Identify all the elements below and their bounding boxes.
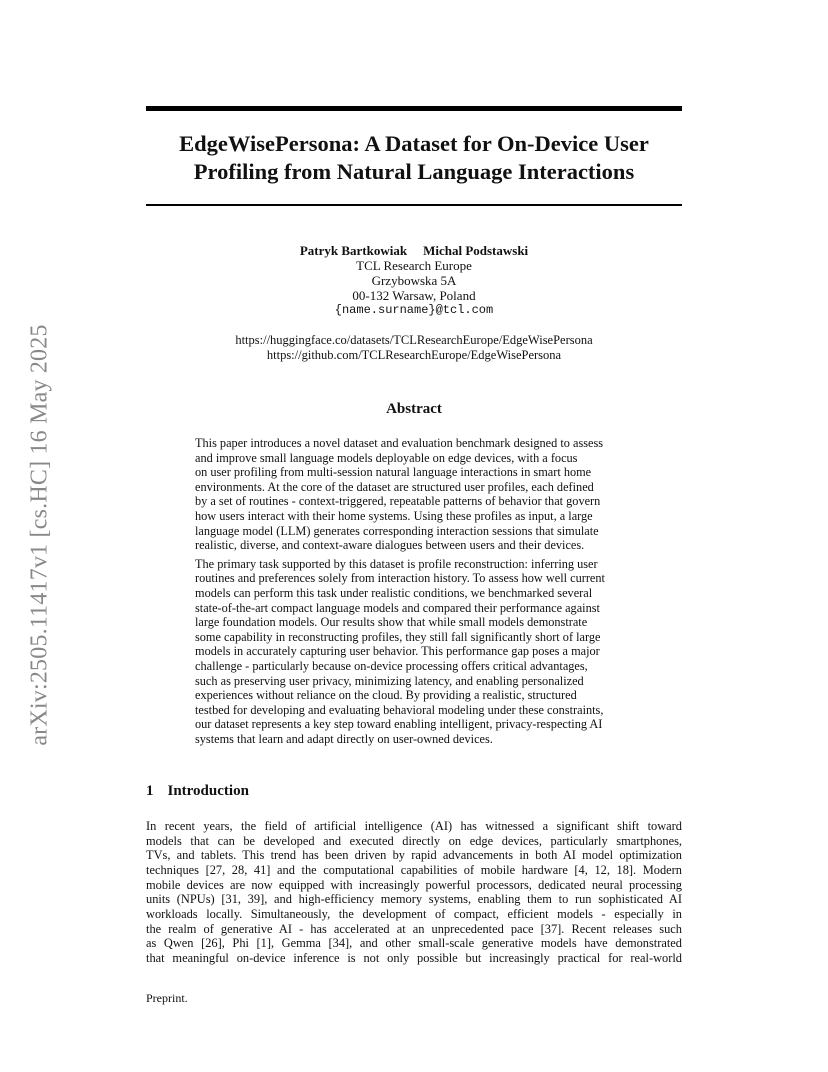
abstract-line: challenge - particularly because on-device processing offers critical advantages, <box>195 658 588 673</box>
title-bottom-rule <box>146 204 682 206</box>
abstract-line: testbed for developing and evaluating behavioral modeling under these constraints, <box>195 702 604 717</box>
huggingface-link[interactable]: https://huggingface.co/datasets/TCLResearchEurope/EdgeWisePersona <box>235 333 593 347</box>
preprint-footer: Preprint. <box>146 991 188 1005</box>
section-heading-introduction <box>146 782 249 800</box>
abstract-body <box>195 436 633 746</box>
abstract-line: language model (LLM) generates corresponding interaction sessions that simulate <box>195 523 599 538</box>
intro-line: units (NPUs) [31, 39], and high-efficiency memory systems, enabling them to run sophisticated AI <box>146 892 682 907</box>
introduction-body <box>146 819 682 966</box>
arxiv-stamp: arXiv:2505.11417v1 [cs.HC] 16 May 2025 <box>26 324 53 746</box>
abstract-line: and improve small language models deployable on edge devices, with a focus <box>195 450 578 465</box>
author-names <box>146 243 682 258</box>
dataset-links <box>146 333 682 363</box>
author-name: Michal Podstawski <box>423 243 529 258</box>
intro-line: models that can be developed and executed directly on edge devices, particularly smartphones, <box>146 833 682 848</box>
abstract-line: This paper introduces a novel dataset and evaluation benchmark designed to assess <box>195 436 604 450</box>
author-name: Patryk Bartkowiak <box>299 243 408 258</box>
github-link[interactable]: https://github.com/TCLResearchEurope/EdgeWisePersona <box>266 348 562 362</box>
intro-line: In recent years, the field of artificial intelligence (AI) has witnessed a significant shift toward <box>146 819 682 833</box>
abstract-line: environments. At the core of the dataset are structured user profiles, each defined <box>195 479 594 494</box>
affiliation-line: TCL Research Europe <box>356 258 472 273</box>
abstract-line: on user profiling from multi-session natural language interactions in smart home <box>195 465 592 480</box>
section-number: 1 <box>146 783 154 799</box>
intro-line: as Qwen [26], Phi [1], Gemma [34], and other small-scale generative models have demonstrated <box>146 936 682 951</box>
affiliation-line: Grzybowska 5A <box>371 273 457 288</box>
intro-line: TVs, and tablets. This trend has been driven by rapid advancements in both AI model optimization <box>146 848 682 863</box>
abstract-line: state-of-the-art compact language models and compared their performance against <box>195 600 600 615</box>
abstract-line: realistic, diverse, and context-aware dialogues between users and their devices. <box>195 538 585 553</box>
abstract-line: such as preserving user privacy, minimizing latency, and enabling personalized <box>195 673 584 688</box>
abstract-line: our dataset represents a key step toward enabling intelligent, privacy-respecting AI <box>195 717 603 732</box>
abstract-line: large foundation models. Our results show that while small models demonstrate <box>195 615 588 630</box>
abstract-paragraph <box>195 436 633 553</box>
title-line: Profiling from Natural Language Interactions <box>193 159 635 184</box>
abstract-heading: Abstract <box>386 401 442 417</box>
title-line: EdgeWisePersona: A Dataset for On-Device User <box>179 131 649 156</box>
intro-line: mobile devices are now equipped with increasingly powerful processors, dedicated neural processing <box>146 877 682 892</box>
abstract-line: how users interact with their home systems. Using these profiles as input, a large <box>195 508 593 523</box>
author-email: {name.surname}@tcl.com <box>334 303 494 317</box>
author-block <box>146 243 682 318</box>
abstract-line: some capability in reconstructing profiles, they still fall significantly short of large <box>195 629 601 644</box>
intro-line: techniques [27, 28, 41] and the computational capabilities of mobile hardware [4, 12, 18]. Modern <box>146 862 682 877</box>
abstract-paragraph <box>195 557 633 747</box>
abstract-line: models in accurately capturing user behavior. This performance gap poses a major <box>195 644 600 659</box>
title-top-rule <box>146 106 682 111</box>
abstract-line: models can perform this task under realistic conditions, we benchmarked several <box>195 585 593 600</box>
intro-line: workloads locally. Simultaneously, the development of compact, efficient models - especially in <box>146 906 682 921</box>
intro-line: the realm of generative AI - has accelerated at an unprecedented pace [37]. Recent releases such <box>146 921 682 936</box>
abstract-line: experiences without reliance on the cloud. By providing a realistic, structured <box>195 688 577 703</box>
intro-line: that meaningful on-device inference is not only possible but increasingly practical for real-world <box>146 950 682 965</box>
paper-title <box>146 130 682 186</box>
abstract-line: systems that learn and adapt directly on user-owned devices. <box>195 731 493 746</box>
section-title: Introduction <box>167 783 249 799</box>
abstract-line: by a set of routines - context-triggered, repeatable patterns of behavior that govern <box>195 494 601 509</box>
abstract-line: The primary task supported by this dataset is profile reconstruction: inferring user <box>195 556 598 571</box>
abstract-line: routines and preferences solely from interaction history. To assess how well current <box>195 571 605 586</box>
affiliation-line: 00-132 Warsaw, Poland <box>352 288 476 303</box>
